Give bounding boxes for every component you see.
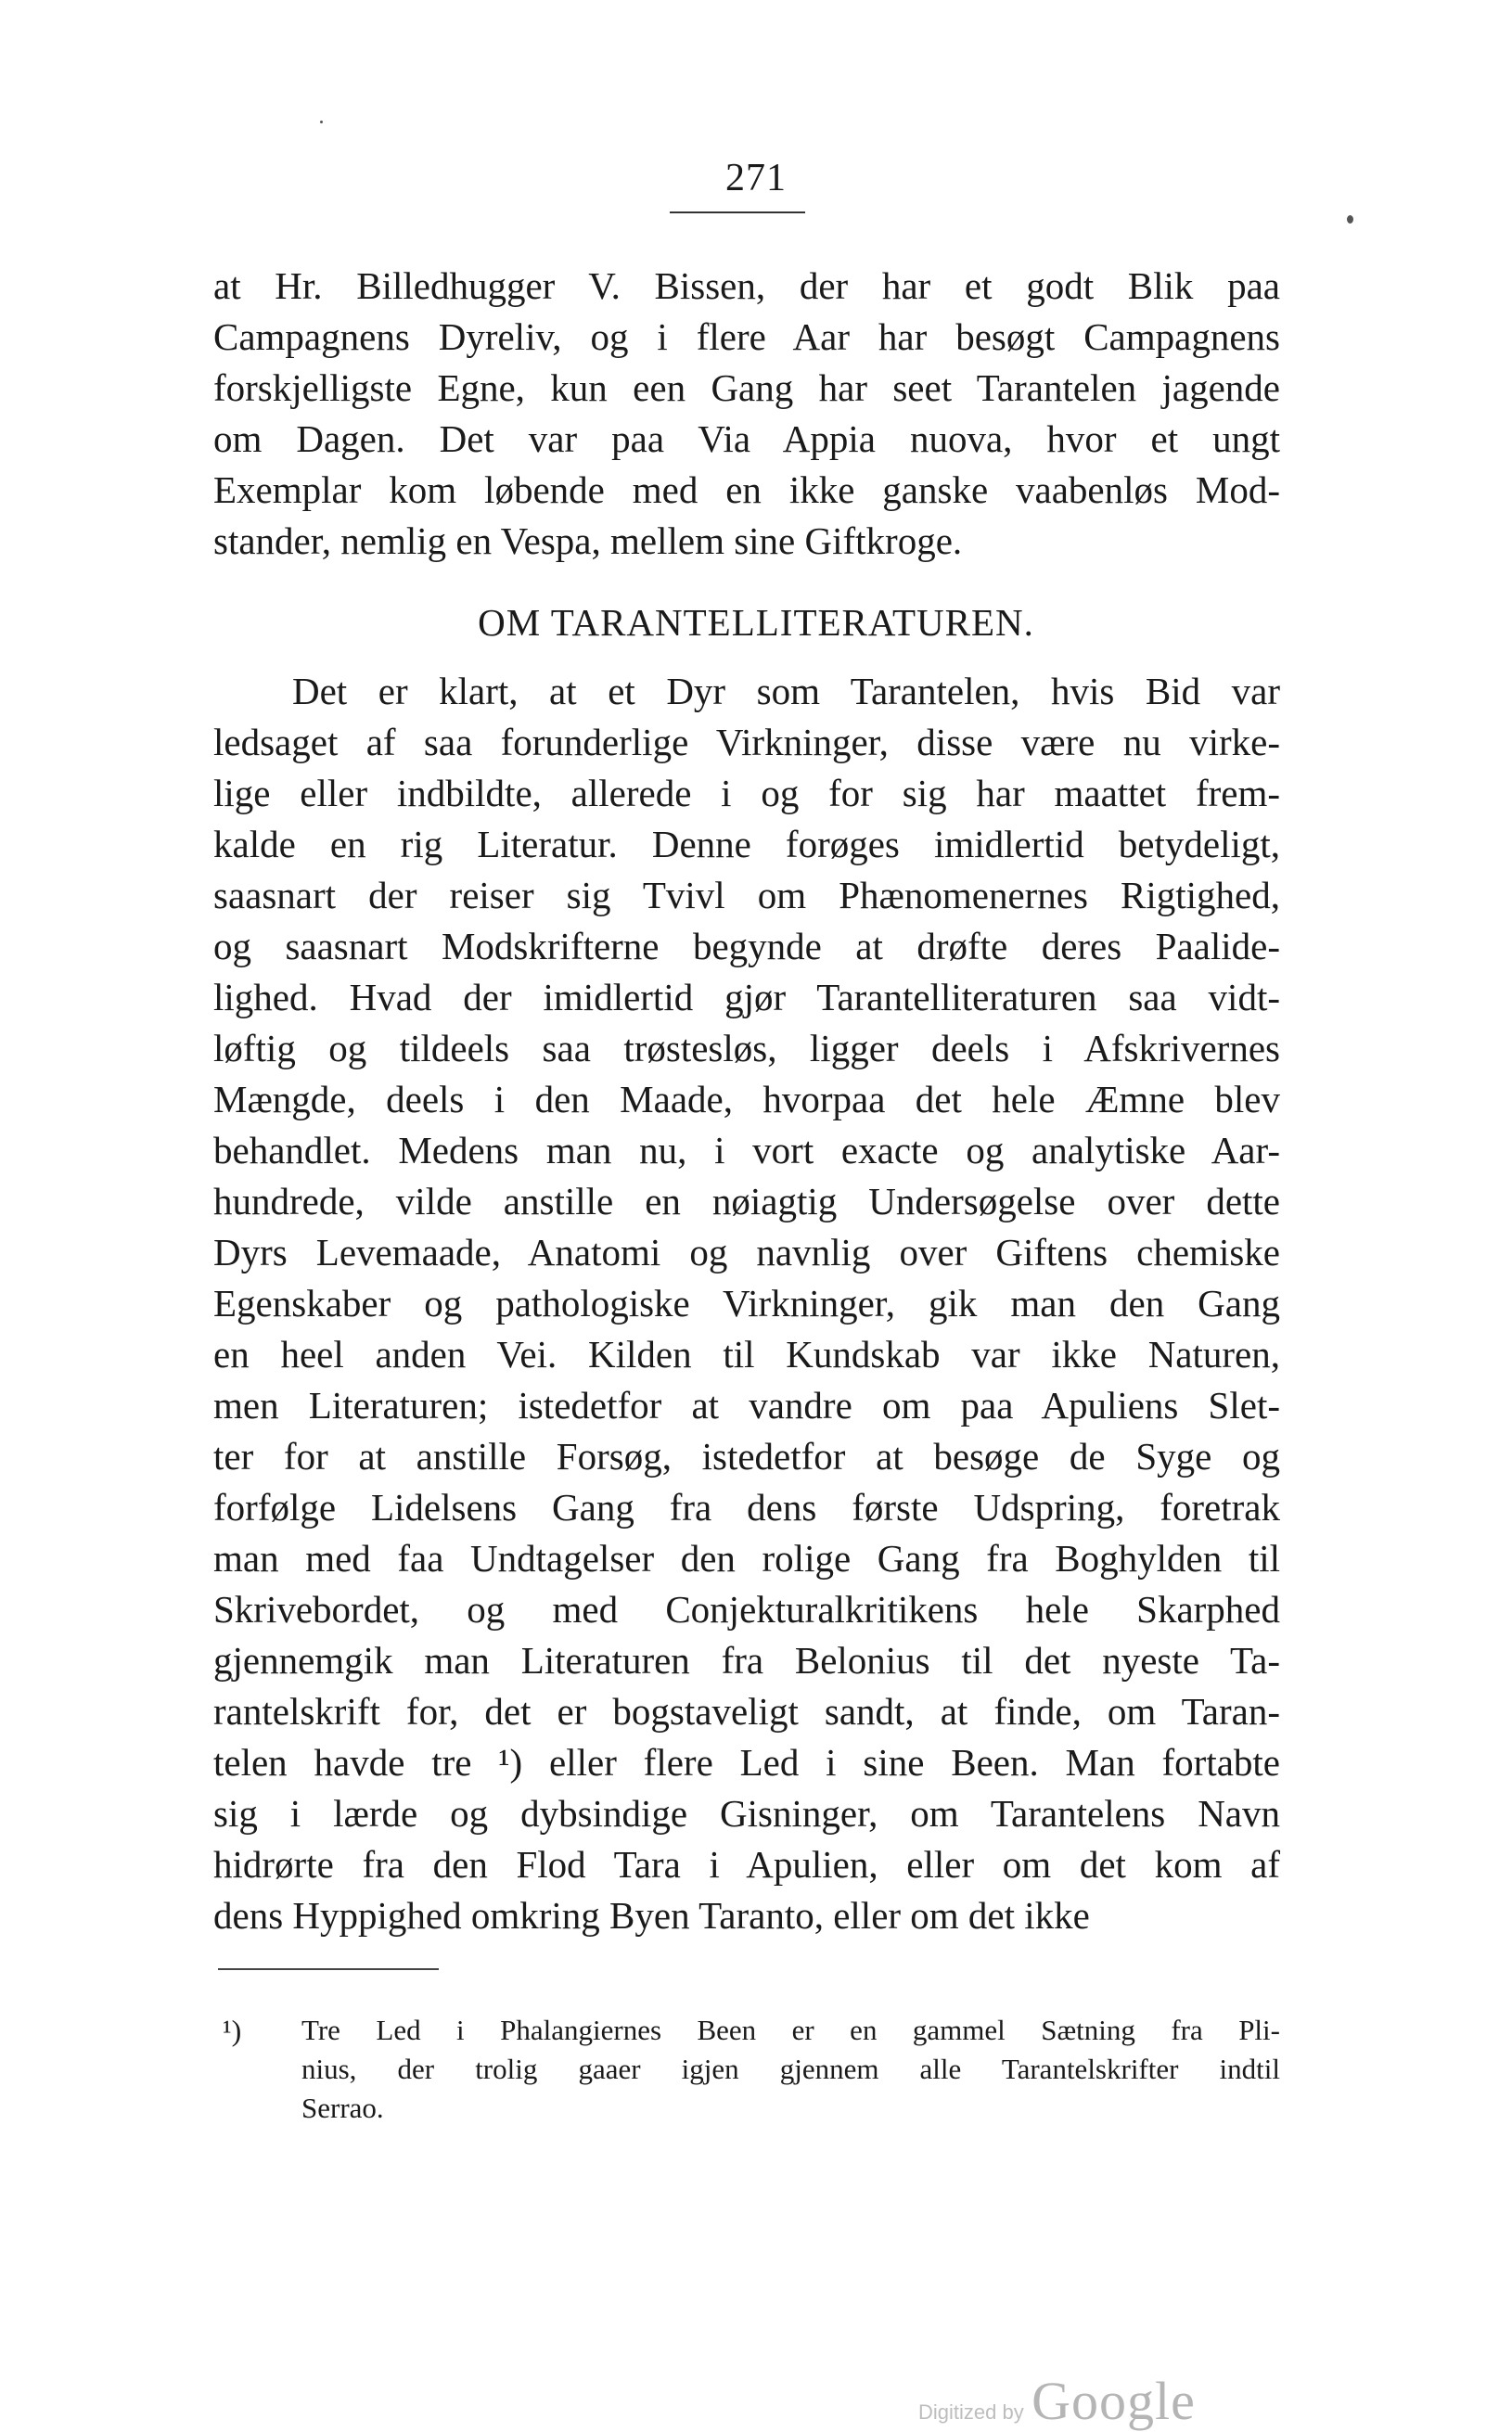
scan-speck [320,121,323,123]
text-line: Det er klart, at et Dyr som Tarantelen, hvis Bid var [292,670,1280,712]
text-line: forskjelligste Egne, kun een Gang har seet Tarantelen jagende [213,366,1280,409]
top-paragraph [213,261,1280,567]
text-line: telen havde tre ¹) eller flere Led i sine Been. Man fortabte [213,1741,1280,1784]
watermark-prefix: Digitized by [918,2400,1024,2424]
text-line: dens Hyppighed omkring Byen Taranto, eller om det ikke [213,1894,1090,1937]
text-line: kalde en rig Literatur. Denne forøges imidlertid betydeligt, [213,823,1280,865]
text-line: rantelskrift for, det er bogstaveligt sandt, at finde, om Taran- [213,1690,1280,1733]
page-number: 271 [725,157,787,199]
text-line: løftig og tildeels saa trøstesløs, ligger deels i Afskrivernes [213,1027,1280,1069]
text-line: men Literaturen; istedetfor at vandre om paa Apuliens Slet- [213,1384,1280,1427]
text-line: ledsaget af saa forunderlige Virkninger, disse være nu virke- [213,721,1280,763]
text-line: man med faa Undtagelser den rolige Gang fra Boghylden til [213,1537,1280,1580]
text-line: stander, nemlig en Vespa, mellem sine Giftkroge. [213,519,963,562]
footnote-rule [218,1968,439,1970]
text-line: Serrao. [301,2092,384,2124]
text-line: Skrivebordet, og med Conjekturalkritikens hele Skarphed [213,1588,1280,1631]
watermark-brand-logo: Google [1031,2371,1196,2431]
text-line: en heel anden Vei. Kilden til Kundskab var ikke Naturen, [213,1333,1280,1376]
footnote-marker: ¹) [223,2014,242,2047]
text-line: lighed. Hvad der imidlertid gjør Tarantelliteraturen saa vidt- [213,976,1280,1018]
text-line: sig i lærde og dybsindige Gisninger, om Tarantelens Navn [213,1792,1280,1835]
text-line: hidrørte fra den Flod Tara i Apulien, eller om det kom af [213,1843,1280,1886]
text-line: hundrede, vilde anstille en nøiagtig Undersøgelse over dette [213,1180,1280,1222]
text-line: ter for at anstille Forsøg, istedetfor at besøge de Syge og [213,1435,1280,1478]
section-heading: OM TARANTELLITERATUREN. [478,601,1034,644]
text-line: Exemplar kom løbende med en ikke ganske vaabenløs Mod- [213,468,1280,511]
text-line: Mængde, deels i den Maade, hvorpaa det hele Æmne blev [213,1078,1280,1120]
text-line: Tre Led i Phalangiernes Been er en gammel Sætning fra Pli- [301,2014,1280,2046]
text-line: Campagnens Dyreliv, og i flere Aar har besøgt Campagnens [213,315,1280,358]
text-line: og saasnart Modskrifterne begynde at drøfte deres Paalide- [213,925,1280,967]
main-paragraph [213,666,1280,1941]
text-line: at Hr. Billedhugger V. Bissen, der har et godt Blik paa [213,264,1280,307]
text-line: nius, der trolig gaaer igjen gjennem alle Tarantelskrifter indtil [301,2053,1280,2085]
text-line: lige eller indbildte, allerede i og for sig har maattet frem- [213,772,1280,814]
page-number-rule [670,211,805,213]
text-line: Egenskaber og pathologiske Virkninger, gik man den Gang [213,1282,1280,1325]
text-line: gjennemgik man Literaturen fra Belonius til det nyeste Ta- [213,1639,1280,1682]
text-line: behandlet. Medens man nu, i vort exacte og analytiske Aar- [213,1129,1280,1171]
text-line: forfølge Lidelsens Gang fra dens første Udspring, foretrak [213,1486,1280,1529]
digitized-watermark [918,2370,1196,2432]
text-line: om Dagen. Det var paa Via Appia nuova, hvor et ungt [213,417,1280,460]
text-line: Dyrs Levemaade, Anatomi og navnlig over Giftens chemiske [213,1231,1280,1274]
footnote-text [301,2011,1280,2128]
text-line: saasnart der reiser sig Tvivl om Phænomenernes Rigtighed, [213,874,1280,916]
scan-speck [1347,215,1353,224]
